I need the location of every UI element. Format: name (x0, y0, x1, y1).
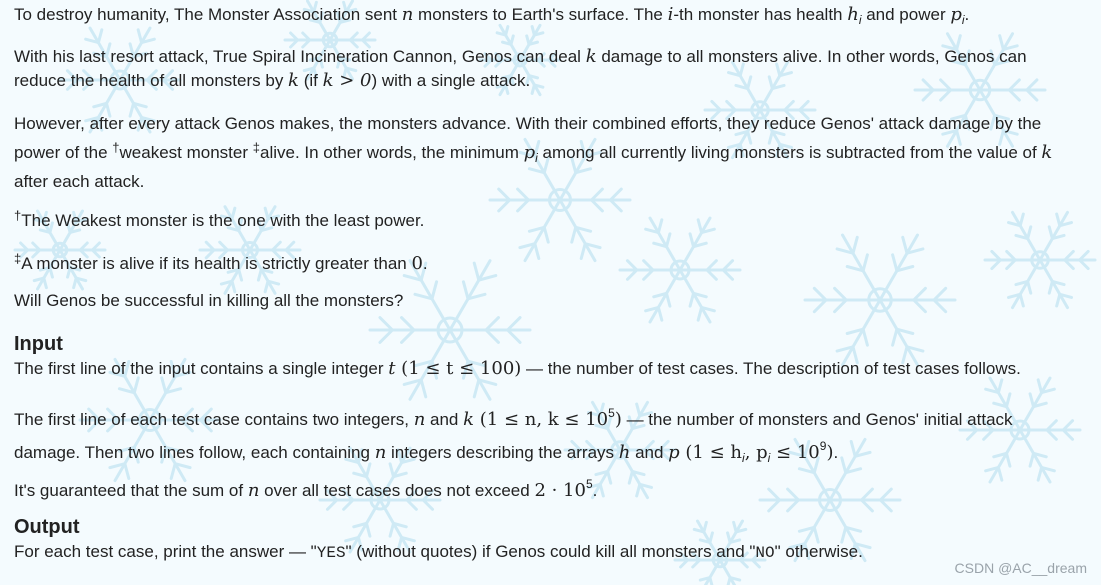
math-exponent: 9 (819, 439, 827, 453)
math-limit: 2 · 10 (534, 480, 586, 501)
code-yes: YES (316, 544, 346, 562)
math-t: t (388, 358, 396, 379)
output-paragraph (14, 540, 1094, 565)
math-n: n (247, 480, 260, 501)
statement-paragraph-3 (14, 112, 1094, 194)
text: integers describing the arrays (386, 443, 619, 462)
math-exponent: 5 (608, 406, 615, 420)
math-h: h (618, 442, 631, 463)
text: " otherwise. (774, 542, 863, 561)
text: alive. In other words, the minimum (259, 143, 524, 162)
double-dagger-footnote-mark: ‡ (252, 140, 260, 155)
math-range: (1 ≤ n, k ≤ 10 (474, 409, 609, 430)
text: — the number of monsters and Genos' initial attack (621, 410, 1013, 429)
input-paragraph-2 (14, 401, 1094, 470)
math-i: i (667, 4, 674, 25)
math-p: p (523, 142, 536, 163)
text: However, after every attack Genos makes, the monsters advance. With their combined efforts, they reduce Genos' attack damage by the (14, 114, 1042, 133)
dagger-footnote-mark: † (14, 208, 22, 223)
output-heading: Output (14, 516, 80, 538)
footnote-weakest (14, 204, 1094, 233)
text: It's guaranteed that the sum of (14, 481, 248, 500)
math-p: p (950, 4, 962, 25)
math-subscript: i (767, 451, 771, 465)
text: over all test cases does not exceed (259, 481, 535, 500)
math-n: n (374, 442, 387, 463)
text: . (833, 443, 839, 462)
text: The first line of the input contains a single integer (14, 359, 389, 378)
math-range: , p (744, 442, 768, 463)
text: -th monster has health (673, 5, 848, 24)
text: The first line of each test case contains two integers, (14, 410, 414, 429)
dagger-footnote-mark: † (112, 140, 120, 155)
input-paragraph-1 (14, 357, 1094, 381)
math-k: k (1041, 142, 1053, 163)
text: and power (861, 5, 951, 24)
math-n: n (401, 4, 414, 25)
math-subscript: i (961, 13, 965, 27)
text: The Weakest monster is the one with the least power. (21, 211, 425, 230)
math-zero: 0 (411, 253, 423, 274)
text: among all currently living monsters is subtracted from the value of (537, 143, 1042, 162)
math-range: ) (614, 409, 622, 430)
math-subscript: i (858, 13, 862, 27)
math-range: (1 ≤ h (679, 442, 743, 463)
text: damage to all monsters alive. In other words, Genos can (596, 47, 1027, 66)
text: . (422, 254, 428, 273)
text: With his last resort attack, True Spiral Incineration Cannon, Genos can deal (14, 47, 586, 66)
text: ) with a single attack. (371, 71, 531, 90)
math-subscript: i (535, 151, 538, 165)
text: " (without quotes) if Genos could kill all monsters and " (345, 542, 756, 561)
text: monsters to Earth's surface. The (413, 5, 668, 24)
math-k: k (288, 70, 299, 91)
double-dagger-footnote-mark: ‡ (14, 251, 22, 266)
math-k-positive: k > 0 (322, 70, 372, 91)
statement-paragraph-2 (14, 45, 1094, 93)
math-range: ≤ 10 (770, 442, 820, 463)
math-exponent: 5 (585, 477, 593, 491)
math-range: (1 ≤ t ≤ 100) (395, 358, 522, 379)
text: . (592, 481, 598, 500)
text: For each test case, print the answer — " (14, 542, 317, 561)
text: weakest monster (119, 143, 253, 162)
footnote-alive (14, 247, 1094, 276)
statement-paragraph-1 (14, 3, 1094, 32)
text: and (630, 443, 669, 462)
text: — the number of test cases. The description of test cases follows. (521, 359, 1021, 378)
text: and (425, 410, 464, 429)
text: reduce the health of all monsters by (14, 71, 289, 90)
math-h: h (847, 4, 859, 25)
text: . (964, 5, 970, 24)
text: power of the (14, 143, 113, 162)
math-n: n (413, 409, 426, 430)
input-paragraph-3 (14, 472, 1094, 503)
math-p: p (668, 442, 680, 463)
text: (if (298, 71, 323, 90)
math-range: ) (826, 442, 834, 463)
text: damage. Then two lines follow, each containing (14, 443, 375, 462)
input-heading: Input (14, 333, 63, 355)
math-k: k (585, 46, 597, 67)
question: Will Genos be successful in killing all the monsters? (14, 291, 404, 310)
math-subscript: i (742, 451, 745, 465)
text: A monster is alive if its health is strictly greater than (21, 254, 412, 273)
math-k: k (463, 409, 475, 430)
watermark: CSDN @AC__dream (954, 560, 1087, 576)
code-no: NO (755, 544, 775, 562)
text: after each attack. (14, 172, 145, 191)
text: To destroy humanity, The Monster Association sent (14, 5, 402, 24)
